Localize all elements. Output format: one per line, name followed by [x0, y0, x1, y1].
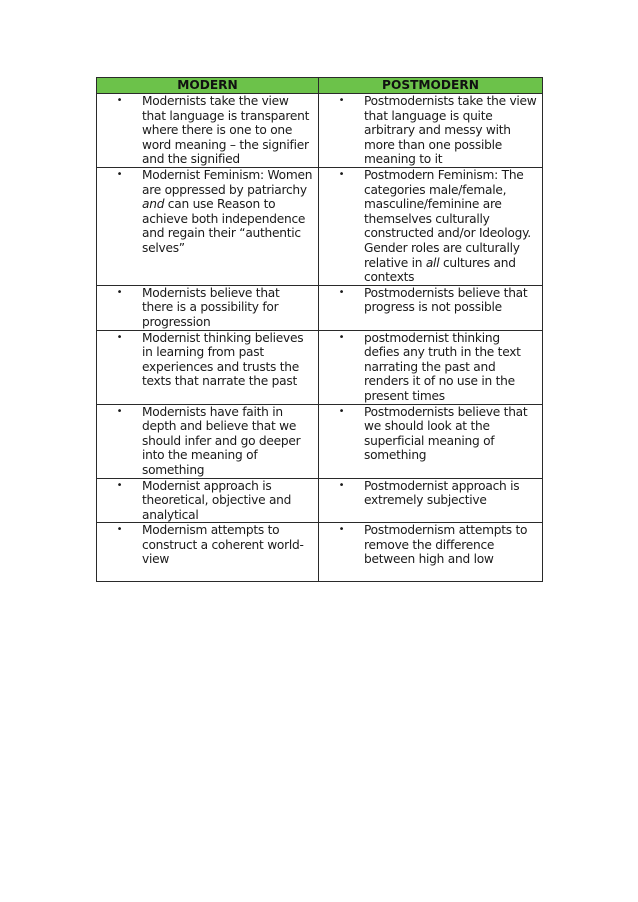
comparison-table	[96, 77, 543, 582]
table-row	[97, 285, 543, 330]
postmodern-text: Postmodernists take the view that language is quite arbitrary and messy with more than one possible meaning to it	[364, 94, 537, 167]
postmodern-text: Postmodernists believe that we should look at the superficial meaning of something	[364, 404, 528, 463]
table-row	[97, 404, 543, 478]
postmodern-cell	[319, 330, 543, 404]
postmodern-cell	[319, 523, 543, 582]
bullet-icon: •	[116, 286, 123, 298]
table-row	[97, 478, 543, 523]
modern-cell	[97, 478, 319, 523]
postmodern-text: Postmodernists believe that progress is not possible	[364, 285, 528, 315]
postmodern-text: Postmodernism attempts to remove the difference between high and low	[364, 523, 528, 567]
modern-text: Modernists take the view that language is transparent where there is one to one word meaning – the signifier and the signified	[142, 94, 310, 167]
bullet-icon: •	[116, 405, 123, 417]
table-row	[97, 523, 543, 582]
modern-text: Modernist Feminism: Women are oppressed by patriarchy and can use Reason to achieve both independence and regain their “authentic selves”	[142, 168, 313, 255]
postmodern-cell	[319, 478, 543, 523]
table-header-row	[97, 78, 543, 94]
bullet-icon: •	[116, 95, 123, 106]
postmodern-cell	[319, 404, 543, 478]
modern-cell	[97, 330, 319, 404]
bullet-icon: •	[116, 169, 123, 180]
postmodern-cell	[319, 94, 543, 168]
modern-cell	[97, 94, 319, 168]
bullet-icon: •	[338, 286, 345, 298]
modern-text: Modernists have faith in depth and believe that we should infer and go deeper into the meaning of something	[142, 404, 301, 477]
bullet-icon: •	[338, 169, 345, 180]
postmodern-cell	[319, 285, 543, 330]
modern-cell	[97, 523, 319, 582]
bullet-icon: •	[338, 95, 345, 106]
bullet-icon: •	[338, 479, 345, 491]
bullet-icon: •	[338, 524, 345, 536]
modern-cell	[97, 404, 319, 478]
bullet-icon: •	[116, 331, 123, 343]
postmodern-text: postmodernist thinking defies any truth in the text narrating the past and renders it of no use in the present times	[364, 330, 521, 403]
header-modern: MODERN	[97, 78, 319, 94]
modern-text: Modernist thinking believes in learning from past experiences and trusts the texts that narrate the past	[142, 330, 304, 389]
header-postmodern: POSTMODERN	[319, 78, 543, 94]
modern-cell	[97, 285, 319, 330]
table-row	[97, 168, 543, 286]
modern-text: Modernist approach is theoretical, objective and analytical	[142, 478, 292, 522]
postmodern-text: Postmodern Feminism: The categories male/female, masculine/feminine are themselves culturally constructed and/or Ideology. Gender roles are culturally relative in all cultures and contexts	[364, 168, 531, 285]
bullet-icon: •	[338, 331, 345, 343]
modern-cell	[97, 168, 319, 286]
table-row	[97, 94, 543, 168]
postmodern-text: Postmodernist approach is extremely subjective	[364, 478, 520, 508]
table-row	[97, 330, 543, 404]
modern-text: Modernists believe that there is a possibility for progression	[142, 285, 280, 329]
postmodern-cell	[319, 168, 543, 286]
bullet-icon: •	[116, 479, 123, 491]
bullet-icon: •	[116, 524, 123, 536]
modern-text: Modernism attempts to construct a coherent world-view	[142, 523, 304, 567]
bullet-icon: •	[338, 405, 345, 417]
